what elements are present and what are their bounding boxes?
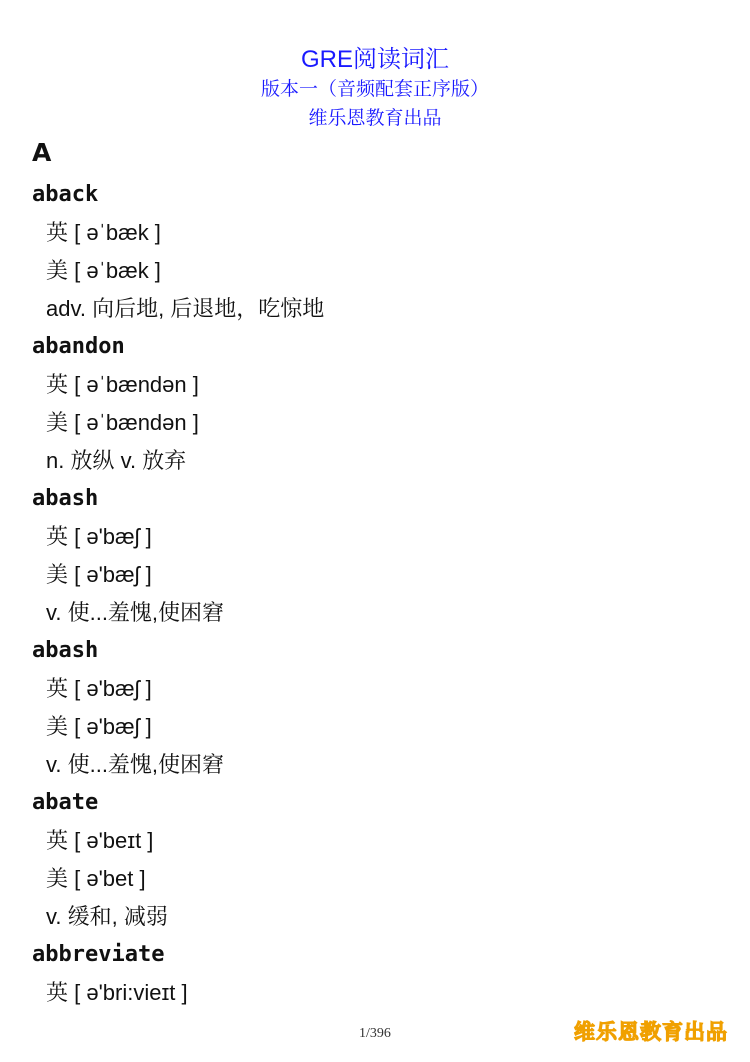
- headword: abbreviate: [32, 942, 165, 967]
- vocab-entry: [32, 328, 722, 480]
- definition: adv. 向后地, 后退地，吃惊地: [46, 296, 325, 321]
- us-pronunciation: 美 [ ə'bæʃ ]: [46, 562, 152, 587]
- document-header: [0, 44, 750, 134]
- headword: abandon: [32, 334, 125, 359]
- definition: v. 使...羞愧,使困窘: [46, 752, 225, 777]
- document-title: GRE阅读词汇: [300, 46, 449, 73]
- definition: v. 缓和, 减弱: [46, 904, 168, 929]
- headword: abash: [32, 638, 99, 663]
- definition: n. 放纵 v. 放弃: [46, 448, 187, 473]
- us-pronunciation: 美 [ ə'bæʃ ]: [46, 714, 152, 739]
- us-pronunciation: 美 [ ə'bet ]: [46, 866, 146, 891]
- section-letter: A: [32, 138, 52, 167]
- vocab-entry: [32, 784, 722, 936]
- uk-pronunciation: 英 [ ə'bæʃ ]: [46, 676, 152, 701]
- headword: aback: [32, 182, 99, 207]
- us-pronunciation: 美 [ əˈbæk ]: [46, 258, 161, 283]
- headword: abash: [32, 486, 99, 511]
- document-subtitle: 版本一（音频配套正序版）: [260, 79, 489, 100]
- uk-pronunciation: 英 [ əˈbæk ]: [46, 220, 161, 245]
- us-pronunciation: 美 [ əˈbændən ]: [46, 410, 199, 435]
- vocabulary-list: [32, 176, 722, 1012]
- publisher-line: 维乐恩教育出品: [308, 108, 442, 129]
- vocab-entry: [32, 632, 722, 784]
- uk-pronunciation: 英 [ əˈbændən ]: [46, 372, 199, 397]
- vocab-entry: [32, 176, 722, 328]
- uk-pronunciation: 英 [ ə'bri:vieɪt ]: [46, 980, 188, 1005]
- vocab-entry: [32, 936, 722, 1012]
- headword: abate: [32, 790, 99, 815]
- uk-pronunciation: 英 [ ə'bæʃ ]: [46, 524, 152, 549]
- vocab-entry: [32, 480, 722, 632]
- definition: v. 使...羞愧,使困窘: [46, 600, 225, 625]
- uk-pronunciation: 英 [ ə'beɪt ]: [46, 828, 154, 853]
- page-number: 1/396: [359, 1026, 391, 1041]
- publisher-watermark-logo: 维乐恩教育出品: [574, 1021, 728, 1044]
